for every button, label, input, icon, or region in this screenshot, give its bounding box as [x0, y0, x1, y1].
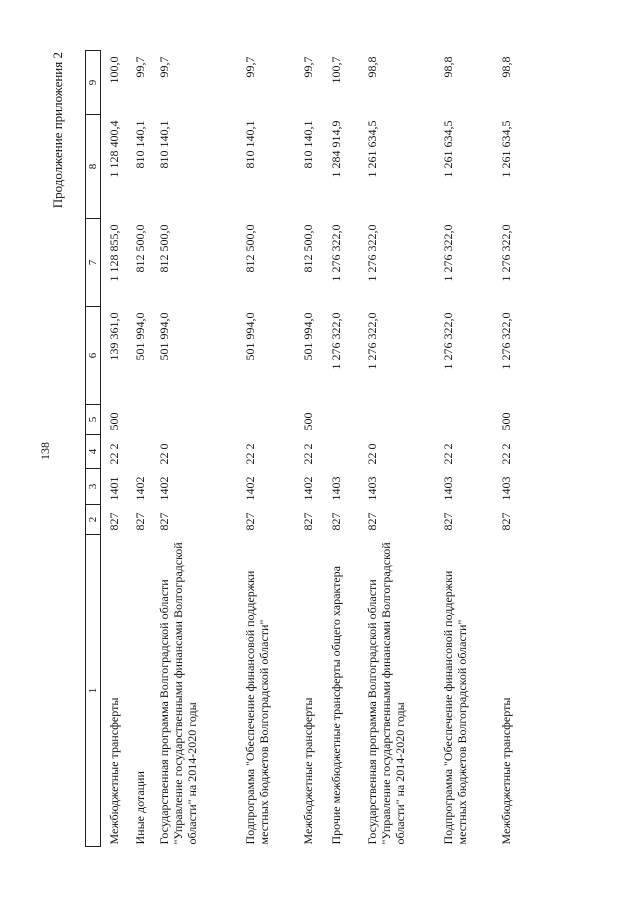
cell-col6: 501 994,0: [301, 312, 315, 361]
cell-col2: 827: [243, 512, 257, 531]
cell-col3: 1403: [329, 476, 343, 501]
cell-col7: 1 276 322,0: [365, 224, 379, 282]
cell-col2: 827: [365, 512, 379, 531]
table-row: [151, 51, 237, 847]
column-header: 4: [86, 435, 101, 469]
cell-col2: 827: [329, 512, 343, 531]
cell-col3: 1402: [243, 476, 257, 501]
cell-col5: [151, 405, 237, 435]
cell-col4: 22 0: [365, 443, 379, 465]
row-name: Государственная программа Волгоградской области "Управление государственными финансами Волгоградской области" на 2014-2020 годы: [365, 542, 407, 845]
header-row: [86, 51, 101, 847]
cell-col6: 1 276 322,0: [329, 312, 343, 370]
row-name: Межбюджетные трансферты: [107, 697, 121, 845]
cell-col5: 500: [107, 412, 121, 431]
cell-col5: [323, 405, 359, 435]
cell-col8: 810 140,1: [301, 120, 315, 169]
column-header: 2: [86, 505, 101, 535]
row-name: Межбюджетные трансферты: [499, 697, 513, 845]
table-row: [323, 51, 359, 847]
cell-col2: 827: [499, 512, 513, 531]
cell-col2: 827: [157, 512, 171, 531]
cell-col9: 98,8: [441, 56, 455, 78]
cell-col5: 500: [499, 412, 513, 431]
row-name: Подпрограмма "Обеспечение финансовой поддержки местных бюджетов Волгоградской области": [441, 570, 469, 845]
cell-col3: 1402: [157, 476, 171, 501]
cell-col9: 99,7: [133, 56, 147, 78]
cell-col3: 1403: [499, 476, 513, 501]
cell-col8: 1 261 634,5: [499, 120, 513, 178]
cell-col9: 100,0: [107, 56, 121, 84]
cell-col8: 810 140,1: [133, 120, 147, 169]
cell-col4: 22 2: [243, 443, 257, 465]
cell-col8: 1 284 914,9: [329, 120, 343, 178]
cell-col9: 100,7: [329, 56, 343, 84]
cell-col7: 812 500,0: [243, 224, 257, 273]
cell-col7: 812 500,0: [157, 224, 171, 273]
column-header: 3: [86, 469, 101, 505]
cell-col3: 1401: [107, 476, 121, 501]
cell-col2: 827: [133, 512, 147, 531]
cell-col7: 1 128 855,0: [107, 224, 121, 282]
table-row: [493, 51, 521, 847]
budget-table: [85, 50, 521, 847]
cell-col2: 827: [301, 512, 315, 531]
cell-col7: 1 276 322,0: [499, 224, 513, 282]
column-header: 5: [86, 405, 101, 435]
cell-col3: 1402: [133, 476, 147, 501]
cell-col7: 1 276 322,0: [441, 224, 455, 282]
row-name: Иные дотации: [133, 771, 147, 845]
column-header: 9: [86, 51, 101, 115]
cell-col7: 812 500,0: [133, 224, 147, 273]
cell-col4: 22 2: [107, 443, 121, 465]
cell-col9: 98,8: [499, 56, 513, 78]
cell-col4: 22 0: [157, 443, 171, 465]
cell-col7: 812 500,0: [301, 224, 315, 273]
cell-col4: 22 2: [499, 443, 513, 465]
cell-col6: 501 994,0: [157, 312, 171, 361]
row-name: Межбюджетные трансферты: [301, 697, 315, 845]
cell-col6: 139 361,0: [107, 312, 121, 361]
cell-col4: 22 2: [441, 443, 455, 465]
cell-col9: 98,8: [365, 56, 379, 78]
cell-col5: 500: [301, 412, 315, 431]
cell-col3: 1403: [441, 476, 455, 501]
cell-col8: 810 140,1: [243, 120, 257, 169]
table-row: [101, 51, 128, 847]
cell-col4: [323, 435, 359, 469]
column-header: 8: [86, 115, 101, 219]
table-row: [359, 51, 435, 847]
cell-col6: 501 994,0: [243, 312, 257, 361]
table-row: [237, 51, 295, 847]
cell-col5: [237, 405, 295, 435]
appendix-caption: Продолжение приложения 2: [50, 52, 65, 209]
table-row: [295, 51, 323, 847]
row-name: Прочие межбюджетные трансферты общего характера: [329, 566, 343, 845]
cell-col8: 810 140,1: [157, 120, 171, 169]
table-row: [127, 51, 151, 847]
table-row: [435, 51, 493, 847]
cell-col5: [127, 405, 151, 435]
cell-col4: [127, 435, 151, 469]
column-header: 1: [86, 535, 101, 847]
cell-col9: 99,7: [301, 56, 315, 78]
column-header: 6: [86, 307, 101, 405]
row-name: Подпрограмма "Обеспечение финансовой поддержки местных бюджетов Волгоградской области": [243, 570, 271, 845]
cell-col9: 99,7: [157, 56, 171, 78]
cell-col6: 1 276 322,0: [365, 312, 379, 370]
cell-col8: 1 261 634,5: [441, 120, 455, 178]
cell-col3: 1402: [301, 476, 315, 501]
cell-col7: 1 276 322,0: [329, 224, 343, 282]
cell-col6: 1 276 322,0: [441, 312, 455, 370]
cell-col4: 22 2: [301, 443, 315, 465]
cell-col5: [435, 405, 493, 435]
row-name: Государственная программа Волгоградской области "Управление государственными финансами Волгоградской области" на 2014-2020 годы: [157, 542, 199, 845]
cell-col2: 827: [107, 512, 121, 531]
cell-col2: 827: [441, 512, 455, 531]
column-header: 7: [86, 219, 101, 307]
cell-col6: 501 994,0: [133, 312, 147, 361]
cell-col8: 1 128 400,4: [107, 120, 121, 178]
cell-col9: 99,7: [243, 56, 257, 78]
cell-col3: 1403: [365, 476, 379, 501]
cell-col8: 1 261 634,5: [365, 120, 379, 178]
cell-col6: 1 276 322,0: [499, 312, 513, 370]
cell-col5: [359, 405, 435, 435]
page-number: 138: [38, 442, 52, 460]
